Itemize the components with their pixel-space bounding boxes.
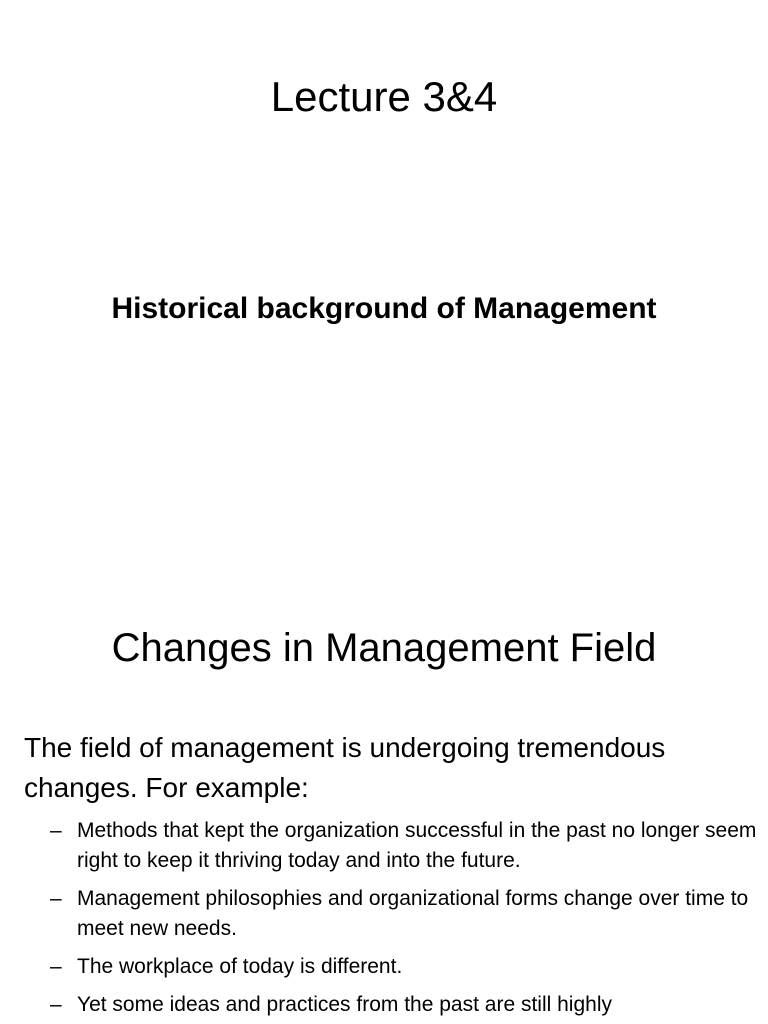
bullet-text: Methods that kept the organization successful in the past no longer seem right to keep it thriving today and into the future.	[77, 819, 757, 872]
bullet-dash: –	[50, 993, 62, 1016]
bullet-text: The workplace of today is different.	[77, 955, 403, 978]
bullet-text: Yet some ideas and practices from the past are still highly	[77, 993, 612, 1016]
slide-2	[0, 576, 768, 1024]
slide-subtitle: Historical background of Management	[111, 292, 657, 325]
bullet-dash: –	[50, 887, 62, 910]
list-item	[50, 952, 758, 982]
bullet-list	[50, 816, 758, 1024]
slide-title: Changes in Management Field	[111, 626, 657, 670]
intro-paragraph: The field of management is undergoing tremendous changes. For example:	[24, 732, 666, 803]
bullet-dash: –	[50, 819, 62, 842]
bullet-dash: –	[50, 955, 62, 978]
bullet-text: Management philosophies and organizational forms change over time to meet new needs.	[77, 887, 749, 940]
slide-title: Lecture 3&4	[270, 73, 498, 120]
list-item	[50, 884, 758, 944]
list-item	[50, 816, 758, 876]
list-item	[50, 990, 758, 1020]
